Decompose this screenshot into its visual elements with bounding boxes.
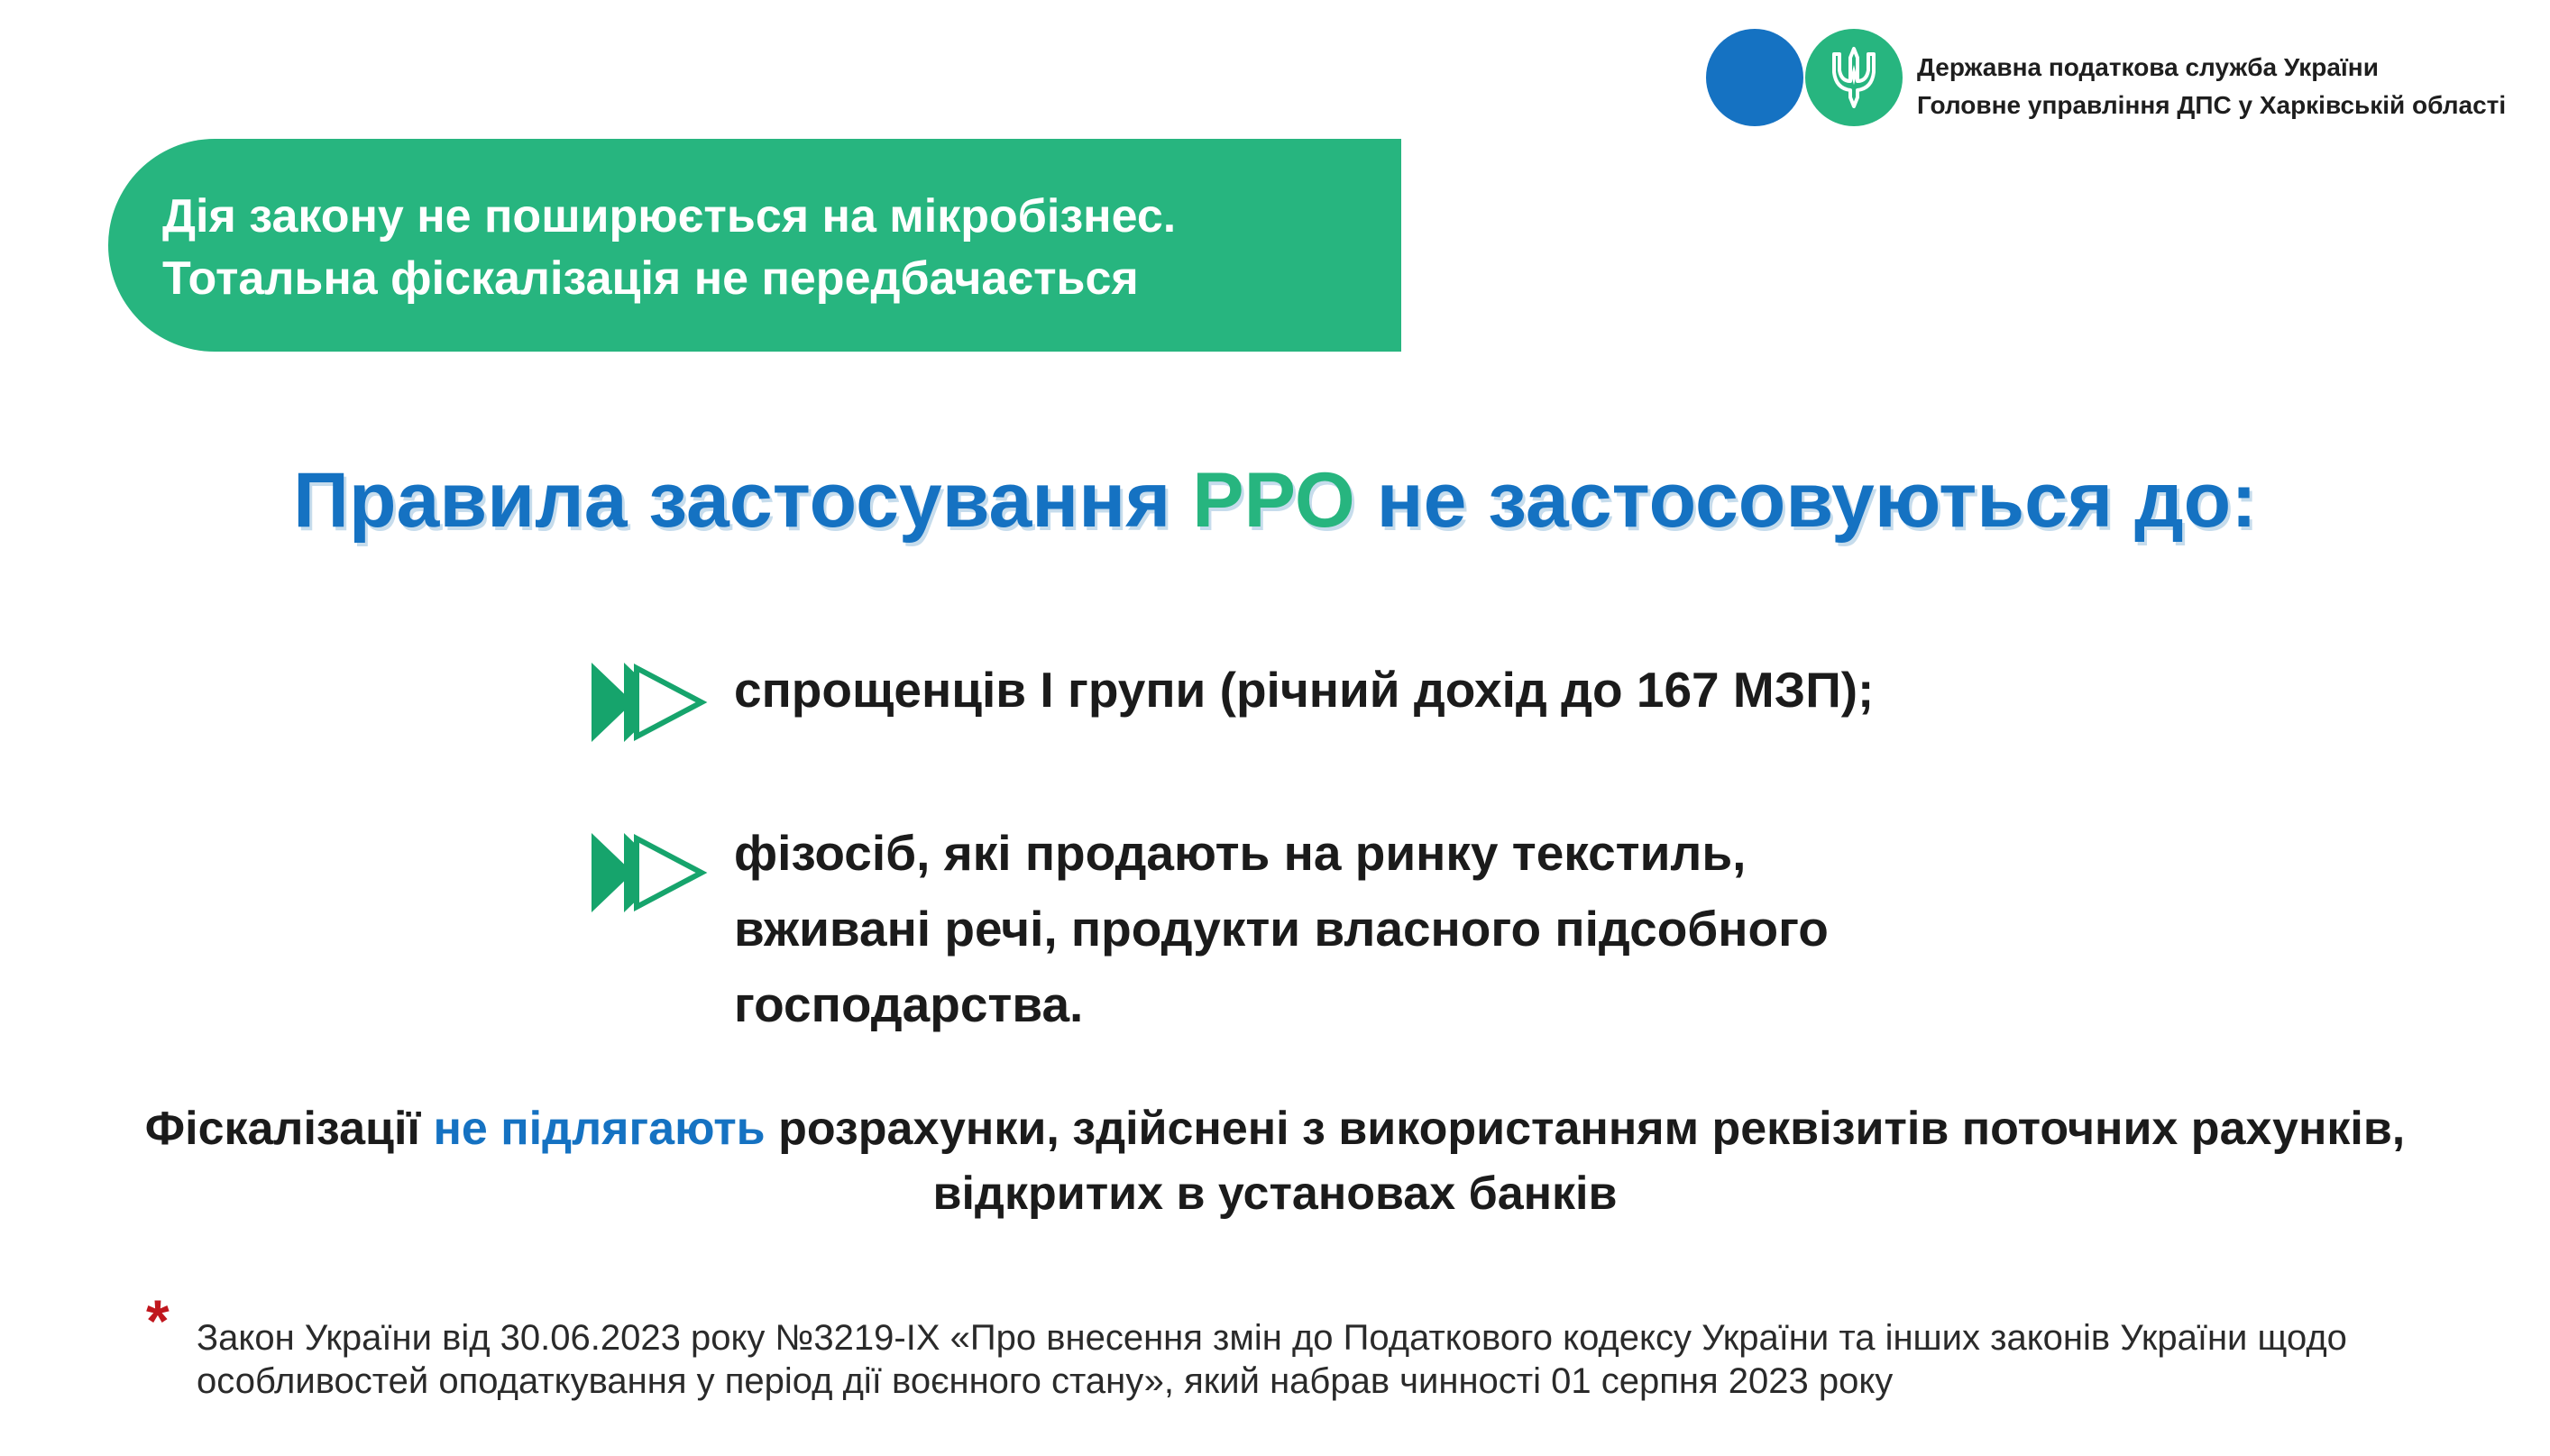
title-part1: Правила застосування [293,457,1193,544]
footnote [197,1316,2347,1403]
fiscalization-note [90,1096,2460,1226]
banner-line2: Тотальна фіскалізація не передбачається [162,252,1139,305]
note-part2: розрахунки, здійснені з використанням реквізитів поточних рахунків, відкритих в установах банків [765,1103,2406,1220]
page-title [0,451,2550,550]
double-arrow-icon [590,831,709,914]
bullet-text [734,815,1829,1042]
footnote-marker: * [146,1287,170,1354]
bullet-line: господарства. [734,976,1084,1032]
footnote-line1: Закон України від 30.06.2023 року №3219-ІХ «Про внесення змін до Податкового кодексу України та інших законів України щодо [197,1318,2347,1358]
note-highlight: не підлягають [433,1103,766,1155]
note-part1: Фіскалізації [144,1103,434,1155]
org-name-line1: Державна податкова служба України [1917,53,2379,81]
bullet-line: вживані речі, продукти власного підсобного [734,901,1829,957]
bullet-text [734,652,1874,728]
title-rro: РРО [1192,457,1355,544]
organization-name [1917,49,2506,124]
banner-line1: Дія закону не поширюється на мікробізнес. [162,190,1177,243]
bullet-line: спрощенців І групи (річний дохід до 167 МЗП); [734,662,1875,718]
bullet-line: фізосіб, які продають на ринку текстиль, [734,825,1747,881]
double-arrow-icon [590,661,709,744]
trident-emblem-icon [1805,29,1903,126]
footnote-line2: особливостей оподаткування у період дії воєнного стану», який набрав чинності 01 серпня 2023 року [197,1361,1894,1401]
org-name-line2: Головне управління ДПС у Харківській області [1917,91,2507,119]
blue-circle-icon [1706,29,1803,126]
title-part3: не застосовуються до: [1354,457,2257,544]
headline-banner [108,139,1401,352]
